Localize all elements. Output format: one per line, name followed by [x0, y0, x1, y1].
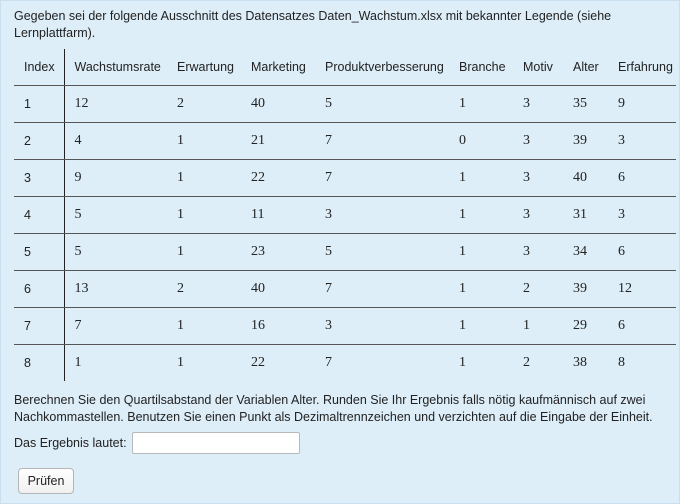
table-cell: 1: [74, 355, 82, 370]
table-row: [14, 345, 676, 382]
header-marketing: Marketing: [241, 49, 315, 86]
table-cell: 40: [241, 86, 315, 123]
table-row: [14, 271, 676, 308]
table-cell: 2: [167, 271, 241, 308]
table-cell: 7: [315, 271, 449, 308]
table-cell: 5: [315, 86, 449, 123]
table-cell: 3: [315, 308, 449, 345]
table-cell: 1: [167, 308, 241, 345]
table-cell: 34: [563, 234, 608, 271]
table-cell: 3: [513, 123, 563, 160]
answer-row: [14, 431, 300, 455]
table-cell: 1: [449, 271, 513, 308]
table-cell: 2: [14, 123, 64, 160]
table-cell: 38: [573, 355, 587, 370]
table-row: [14, 308, 676, 345]
table-cell: 7: [325, 355, 332, 370]
table-row: [14, 234, 676, 271]
table-cell: 22: [241, 160, 315, 197]
table-cell: 6: [608, 234, 676, 271]
table-cell: 1: [449, 197, 513, 234]
table-cell: 1: [513, 308, 563, 345]
table-cell: 1: [449, 234, 513, 271]
table-cell: 7: [14, 308, 64, 345]
header-index: Index: [14, 49, 64, 86]
table-cell: 3: [608, 197, 676, 234]
table-cell: 6: [608, 160, 676, 197]
table-cell: 3: [14, 160, 64, 197]
table-cell: 1: [177, 355, 184, 370]
table-cell: 3: [513, 160, 563, 197]
table-cell: 40: [563, 160, 608, 197]
table-cell: 1: [167, 123, 241, 160]
table-cell: 4: [14, 197, 64, 234]
header-branche: Branche: [449, 49, 513, 86]
header-erwartung: Erwartung: [167, 49, 241, 86]
table-cell: 5: [64, 197, 167, 234]
table-row: [14, 86, 676, 123]
table-cell: 0: [449, 123, 513, 160]
table-cell: 7: [64, 308, 167, 345]
table-cell: 39: [563, 123, 608, 160]
table-cell: 6: [608, 308, 676, 345]
data-table: [14, 49, 676, 381]
table-cell: 12: [608, 271, 676, 308]
table-cell: 23: [241, 234, 315, 271]
header-erfahrung: Erfahrung: [608, 49, 676, 86]
header-alter: Alter: [563, 49, 608, 86]
table-cell: 13: [64, 271, 167, 308]
table-cell: 1: [167, 160, 241, 197]
table-cell: 7: [315, 123, 449, 160]
table-row: [14, 123, 676, 160]
table-cell: 3: [608, 123, 676, 160]
table-cell: 9: [608, 86, 676, 123]
table-cell: 4: [64, 123, 167, 160]
table-cell: 3: [513, 234, 563, 271]
table-cell: 3: [513, 197, 563, 234]
table-cell: 5: [64, 234, 167, 271]
table-cell: 12: [64, 86, 167, 123]
intro-text: Gegeben sei der folgende Ausschnitt des Datensatzes Daten_Wachstum.xlsx mit bekannter Legende (siehe Lernplattfarm).: [14, 9, 612, 40]
table-cell: 1: [459, 355, 466, 370]
table-cell: 2: [513, 271, 563, 308]
table-row: [14, 160, 676, 197]
table-cell: 1: [167, 197, 241, 234]
table-cell: 11: [241, 197, 315, 234]
table-cell: 5: [14, 234, 64, 271]
table-cell: 16: [241, 308, 315, 345]
table-cell: 40: [241, 271, 315, 308]
answer-label: Das Ergebnis lautet:: [14, 436, 127, 450]
table-cell: 1: [449, 86, 513, 123]
table-cell: 29: [563, 308, 608, 345]
header-wachstumsrate: Wachstumsrate: [64, 49, 167, 86]
table-cell: 39: [563, 271, 608, 308]
table-cell: 1: [449, 308, 513, 345]
table-cell: 2: [167, 86, 241, 123]
table-cell: 22: [251, 355, 265, 370]
check-button[interactable]: Prüfen: [18, 468, 74, 494]
table-cell: 9: [64, 160, 167, 197]
table-cell: 3: [315, 197, 449, 234]
task-text: Berechnen Sie den Quartilsabstand der Variablen Alter. Runden Sie Ihr Ergebnis falls nötig kaufmännisch auf zwei Nachkommastellen. Benutzen Sie einen Punkt als Dezimaltrennzeichen und verzichten auf die Eingabe der Einheit.: [14, 393, 653, 424]
table-cell: 2: [523, 355, 530, 370]
table-cell: 8: [618, 355, 625, 370]
table-cell: 8: [14, 345, 64, 382]
table-cell: 3: [513, 86, 563, 123]
table-row: [14, 197, 676, 234]
answer-input[interactable]: [132, 432, 300, 454]
table-cell: 1: [167, 234, 241, 271]
table-body: [14, 86, 676, 382]
header-motiv: Motiv: [513, 49, 563, 86]
header-produktverbesserung: Produktverbesserung: [315, 49, 449, 86]
table-cell: 31: [563, 197, 608, 234]
table-header-row: [14, 49, 676, 86]
table-cell: 5: [315, 234, 449, 271]
table-cell: 1: [449, 160, 513, 197]
table-cell: 6: [14, 271, 64, 308]
table-cell: 35: [563, 86, 608, 123]
table-cell: 7: [315, 160, 449, 197]
table-cell: 1: [14, 86, 64, 123]
table-cell: 21: [241, 123, 315, 160]
